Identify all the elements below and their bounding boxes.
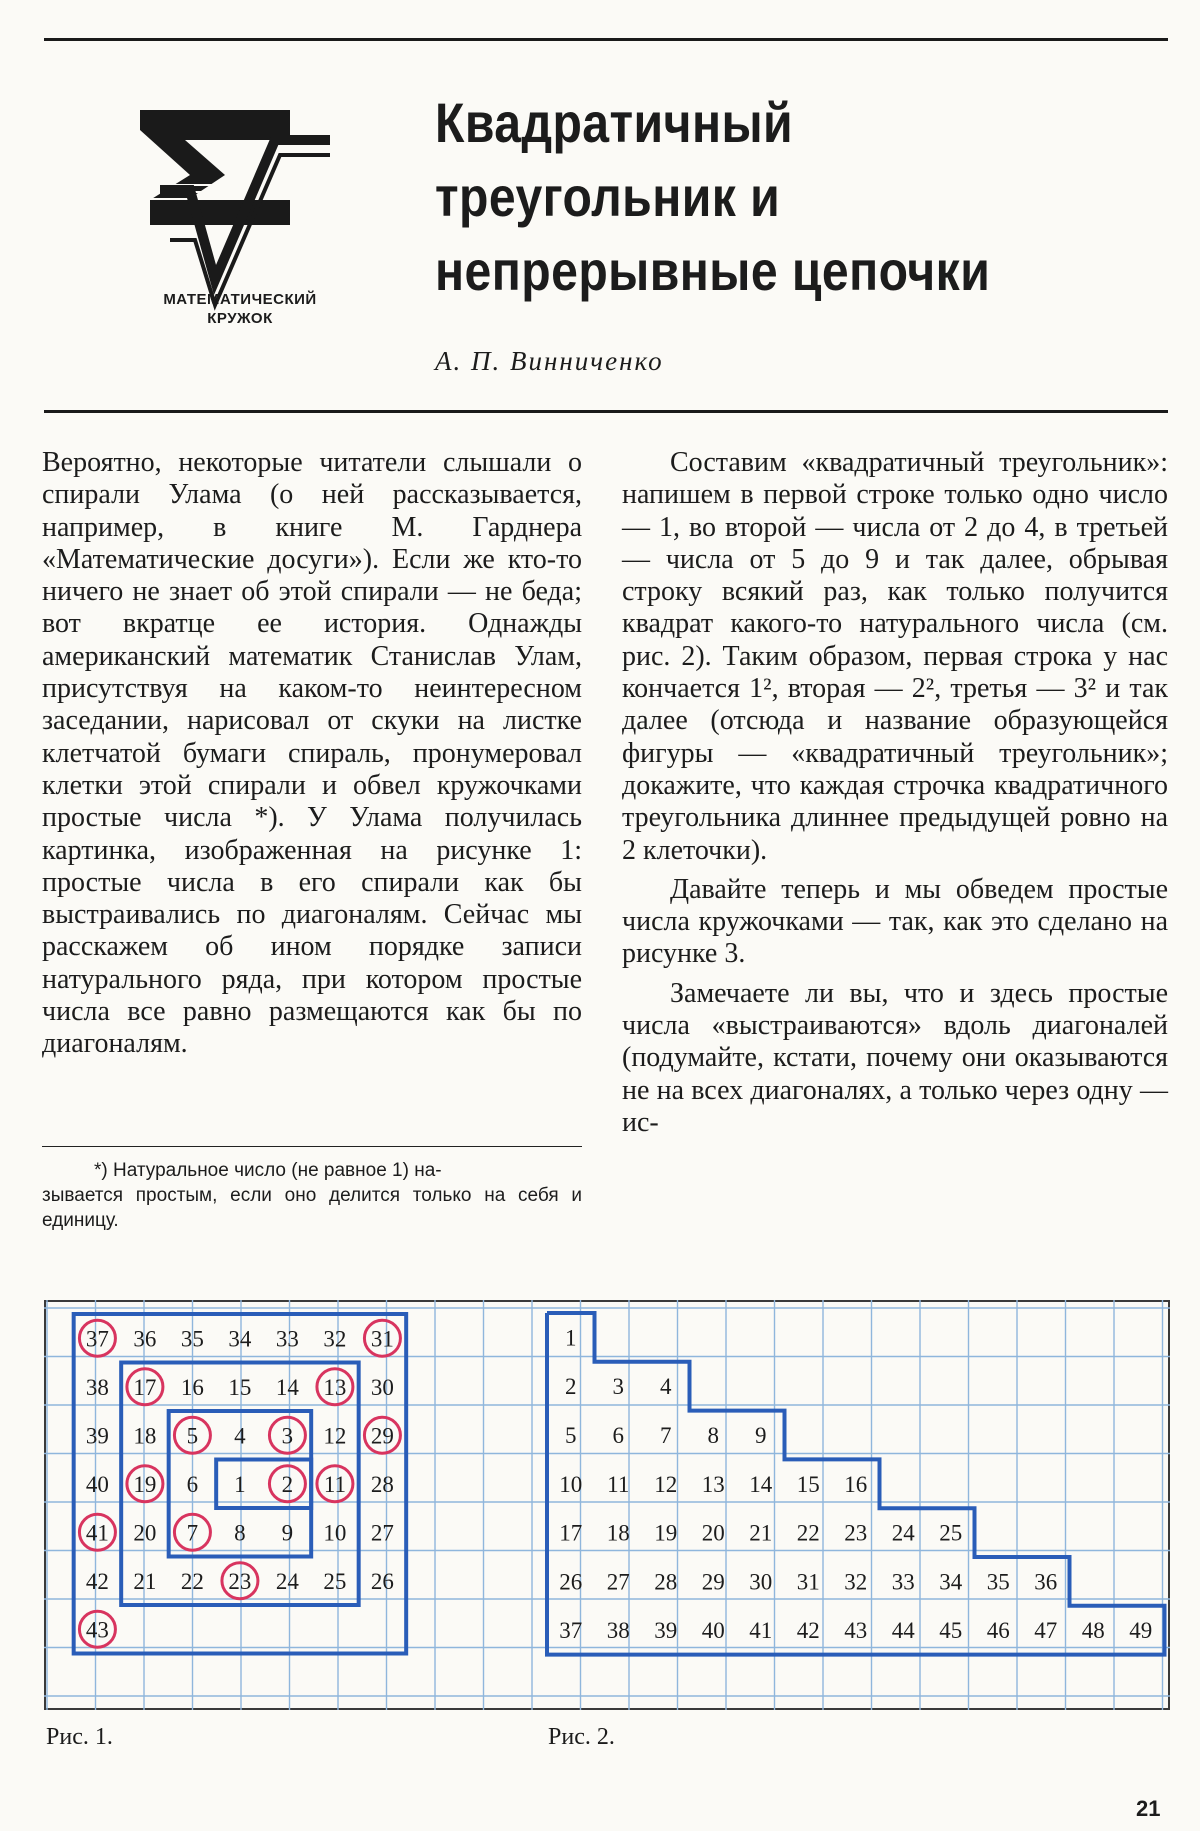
triangle-number: 29 — [701, 1569, 725, 1595]
right-paragraph-1: Составим «квадратичный треугольник»: напишем в первой строке только одно число — 1, во второй — числа от 2 до 4, в третьей — числа от 5 до 9 и так далее, обрывая строку всякий раз, как только получится квадрат какого-то натурального числа (см. рис. 2). Таким образом, первая строка у нас кончается 1², вторая — 2², третья — 3² и так далее (отсюда и название образующейся фигуры — «квадратичный треугольник»; докажите, что каждая строчка квадратичного треугольника длиннее предыдущей ровно на 2 клеточки). — [622, 447, 1168, 866]
triangle-number: 8 — [707, 1423, 719, 1448]
triangle-number: 3 — [612, 1374, 624, 1400]
left-paragraph-1: Вероятно, некоторые читатели слышали о спирали Улама (о ней рассказывается, например, в книге М. Гарднера «Математические досуги»). Если же кто-то ничего не знает об этой спирали — не беда; вот вкратце ее история. Однажды американский математик Станислав Улам, присутствуя на каком-то неинтересном заседании, нарисовал от скуки на листке клетчатой бумаги спираль, пронумеровал клетки этой спирали и обвел кружочками простые числа *). У Улама получилась картинка, изображенная на рисунке 1: простые числа в его спирали как бы выстраивались по диагоналям. Сейчас мы расскажем об ином порядке записи натурального ряда, при котором простые числа все равно размещаются как бы по диагоналям. — [42, 447, 582, 1060]
spiral-number: 43 — [85, 1617, 109, 1643]
spiral-number: 3 — [281, 1423, 294, 1449]
triangle-number: 17 — [559, 1520, 583, 1546]
logo-caption — [110, 290, 370, 328]
spiral-number: 26 — [370, 1568, 394, 1594]
author: А. П. Винниченко — [435, 346, 664, 376]
triangle-number: 41 — [749, 1618, 773, 1644]
spiral-number: 9 — [281, 1520, 294, 1546]
spiral-number: 1 — [234, 1471, 246, 1497]
logo-caption-line2: КРУЖОК — [207, 310, 273, 327]
spiral-number: 18 — [133, 1423, 157, 1449]
spiral-number: 13 — [323, 1374, 347, 1400]
header-bottom-rule — [44, 410, 1168, 413]
triangle-number: 40 — [701, 1618, 725, 1644]
triangle-number: 11 — [607, 1471, 630, 1497]
spiral-number: 24 — [275, 1568, 299, 1594]
triangle-number: 21 — [749, 1520, 773, 1546]
spiral-number: 41 — [85, 1520, 109, 1546]
triangle-number: 36 — [1034, 1569, 1058, 1595]
spiral-number: 37 — [85, 1326, 109, 1352]
spiral-number: 16 — [180, 1374, 204, 1400]
triangle-number: 47 — [1034, 1618, 1058, 1644]
triangle-number: 1 — [565, 1325, 577, 1351]
spiral-number: 8 — [234, 1520, 246, 1546]
title-line-2: треугольник и — [435, 165, 781, 228]
title-line-3: непрерывные цепочки — [435, 239, 991, 302]
triangle-number: 18 — [606, 1520, 630, 1546]
triangle-number: 13 — [701, 1471, 725, 1497]
triangle-number: 9 — [755, 1423, 767, 1448]
spiral-number: 40 — [85, 1471, 109, 1497]
spiral-number: 7 — [186, 1520, 199, 1546]
spiral-number: 34 — [228, 1326, 252, 1352]
triangle-number: 44 — [891, 1618, 915, 1644]
triangle-number: 39 — [654, 1618, 678, 1644]
triangle-number: 19 — [654, 1520, 678, 1546]
triangle-number: 5 — [565, 1423, 577, 1448]
triangle-number: 35 — [986, 1569, 1010, 1595]
top-rule — [44, 38, 1168, 41]
right-column — [622, 447, 1168, 1139]
triangle-number: 20 — [701, 1520, 725, 1546]
footnote-line-1: *) Натуральное число (не равное 1) на- — [94, 1160, 442, 1181]
triangle-number: 34 — [939, 1569, 963, 1595]
spiral-number: 30 — [370, 1374, 394, 1400]
spiral-number: 25 — [323, 1568, 347, 1594]
triangle-number: 25 — [939, 1520, 963, 1546]
spiral-number: 20 — [133, 1520, 157, 1546]
footnote-rule — [42, 1146, 582, 1147]
triangle-number: 15 — [796, 1471, 820, 1497]
spiral-number: 36 — [133, 1326, 157, 1352]
triangle-number: 48 — [1081, 1618, 1105, 1644]
logo-caption-line1: МАТЕМАТИЧЕСКИЙ — [163, 291, 317, 308]
triangle-number: 6 — [612, 1423, 624, 1448]
triangle-number: 16 — [844, 1471, 868, 1497]
spiral-number: 31 — [370, 1326, 394, 1352]
spiral-number: 35 — [180, 1326, 204, 1352]
triangle-number: 30 — [749, 1569, 773, 1595]
spiral-number: 14 — [275, 1374, 299, 1400]
spiral-number: 5 — [186, 1423, 199, 1449]
left-column — [42, 447, 582, 1061]
triangle-number: 24 — [891, 1520, 915, 1546]
spiral-number: 6 — [186, 1471, 199, 1497]
spiral-number: 23 — [228, 1568, 252, 1594]
spiral-number: 11 — [323, 1471, 347, 1497]
spiral-number: 28 — [370, 1471, 394, 1497]
triangle-number: 32 — [844, 1569, 868, 1595]
spiral-number: 10 — [323, 1520, 347, 1546]
spiral-number: 27 — [370, 1520, 394, 1546]
footnote — [42, 1158, 582, 1233]
page-number: 21 — [1136, 1796, 1161, 1821]
triangle-number: 27 — [606, 1569, 630, 1595]
spiral-number: 42 — [85, 1568, 109, 1594]
triangle-number: 26 — [559, 1569, 583, 1595]
spiral-number: 4 — [234, 1423, 246, 1449]
triangle-number: 2 — [565, 1374, 577, 1400]
triangle-number: 7 — [660, 1423, 672, 1448]
spiral-number: 19 — [133, 1471, 157, 1497]
triangle-number: 22 — [796, 1520, 820, 1546]
triangle-number: 31 — [796, 1569, 820, 1595]
triangle-number: 46 — [986, 1618, 1010, 1644]
right-paragraph-2: Давайте теперь и мы обведем простые числа кружочками — так, как это сделано на рисунке 3. — [622, 873, 1168, 970]
spiral-number: 29 — [370, 1423, 394, 1449]
spiral-number: 17 — [133, 1374, 157, 1400]
footnote-line-2: зывается простым, если оно делится только на себя и единицу. — [42, 1185, 582, 1231]
spiral-number: 12 — [323, 1423, 347, 1449]
figures-grid — [44, 1300, 1170, 1710]
triangle-number: 37 — [559, 1618, 583, 1644]
spiral-number: 39 — [85, 1423, 109, 1449]
spiral-number: 33 — [275, 1326, 299, 1352]
figure1-caption: Рис. 1. — [46, 1724, 113, 1750]
spiral-number: 38 — [85, 1374, 109, 1400]
triangle-number: 38 — [606, 1618, 630, 1644]
triangle-number: 12 — [654, 1471, 678, 1497]
triangle-number: 45 — [939, 1618, 963, 1644]
figure2-caption: Рис. 2. — [548, 1724, 615, 1750]
spiral-number: 2 — [281, 1471, 294, 1497]
spiral-number: 32 — [323, 1326, 347, 1352]
triangle-number: 14 — [749, 1471, 773, 1497]
triangle-number: 28 — [654, 1569, 678, 1595]
article-title — [435, 86, 990, 308]
triangle-number: 10 — [559, 1471, 583, 1497]
triangle-number: 43 — [844, 1618, 868, 1644]
triangle-number: 23 — [844, 1520, 868, 1546]
title-line-1: Квадратичный — [435, 91, 794, 154]
spiral-number: 15 — [228, 1374, 252, 1400]
triangle-number: 42 — [796, 1618, 820, 1644]
spiral-number: 22 — [180, 1568, 204, 1594]
right-paragraph-3: Замечаете ли вы, что и здесь простые числа «выстраиваются» вдоль диагоналей (подумайте, кстати, почему они оказываются не на всех диагоналях, а только через одну — ис- — [622, 977, 1168, 1138]
spiral-number: 21 — [133, 1568, 157, 1594]
triangle-number: 49 — [1129, 1618, 1153, 1644]
triangle-number: 4 — [660, 1374, 672, 1400]
triangle-number: 33 — [891, 1569, 915, 1595]
